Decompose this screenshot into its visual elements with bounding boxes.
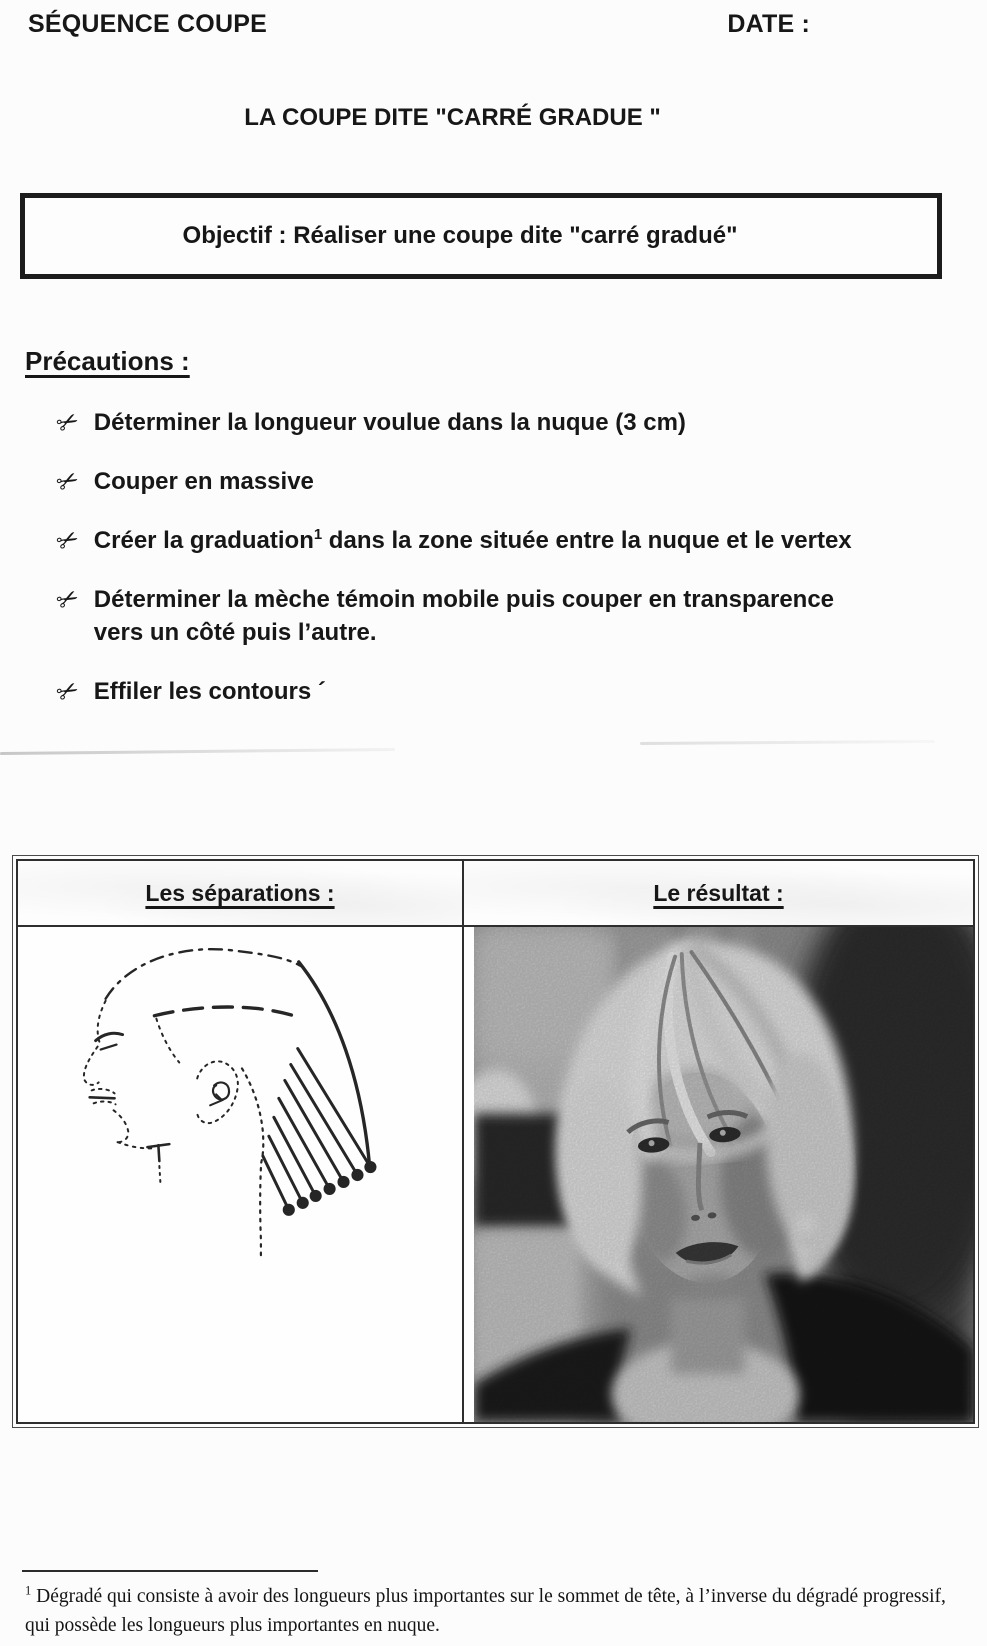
objective-text: Objectif : Réaliser une coupe dite "carré gradué"	[182, 222, 738, 249]
footnote-rule	[22, 1570, 318, 1572]
separations-diagram-cell	[18, 927, 464, 1422]
list-item	[50, 672, 929, 710]
scissors-icon: ✂	[50, 462, 85, 500]
list-item-text: Créer la graduation$^1$ dans la zone située entre la nuque et le vertex	[93, 527, 852, 554]
list-item	[50, 403, 929, 441]
page-title: LA COUPE DITE "CARRÉ GRADUE "	[244, 104, 661, 131]
result-table	[12, 855, 979, 1428]
precautions-heading: Précautions :	[25, 346, 190, 376]
footnote-ref: 1	[313, 527, 323, 543]
result-table-inner	[16, 859, 975, 1424]
footnote-number: 1	[25, 1583, 32, 1598]
column-header-separations: Les séparations :	[18, 861, 464, 927]
scissors-icon: ✂	[50, 672, 85, 710]
scissors-icon: ✂	[50, 521, 85, 559]
date-label: DATE :	[727, 10, 810, 38]
scan-artifact-line	[0, 748, 395, 755]
list-item	[50, 521, 929, 559]
sequence-label: SÉQUENCE COUPE	[28, 10, 267, 38]
precautions-list	[50, 403, 929, 734]
column-header-resultat: Le résultat :	[464, 861, 973, 927]
list-item-text: Déterminer la longueur voulue dans la nuque (3 cm)	[93, 409, 686, 436]
list-item-text: Effiler les contours ´	[93, 678, 326, 705]
list-item	[50, 462, 929, 500]
head-diagram	[18, 927, 462, 1422]
scissors-icon: ✂	[50, 403, 85, 441]
objective-box	[20, 193, 942, 279]
document-header	[28, 10, 810, 39]
footnote	[25, 1582, 973, 1641]
list-item	[50, 580, 929, 649]
footnote-text: Dégradé qui consiste à avoir des longueurs plus importantes sur le sommet de tête, à l’inverse du dégradé progressif, qui possède les longueurs plus importantes en nuque.	[25, 1586, 946, 1637]
scissors-icon: ✂	[50, 580, 85, 618]
list-item-text: Couper en massive	[93, 468, 314, 495]
list-item-text: Déterminer la mèche témoin mobile puis couper en transparence vers un côté puis l’autre.	[93, 586, 835, 646]
result-photo	[474, 927, 973, 1422]
result-photo-cell	[464, 927, 973, 1422]
scan-artifact-line	[640, 740, 935, 745]
